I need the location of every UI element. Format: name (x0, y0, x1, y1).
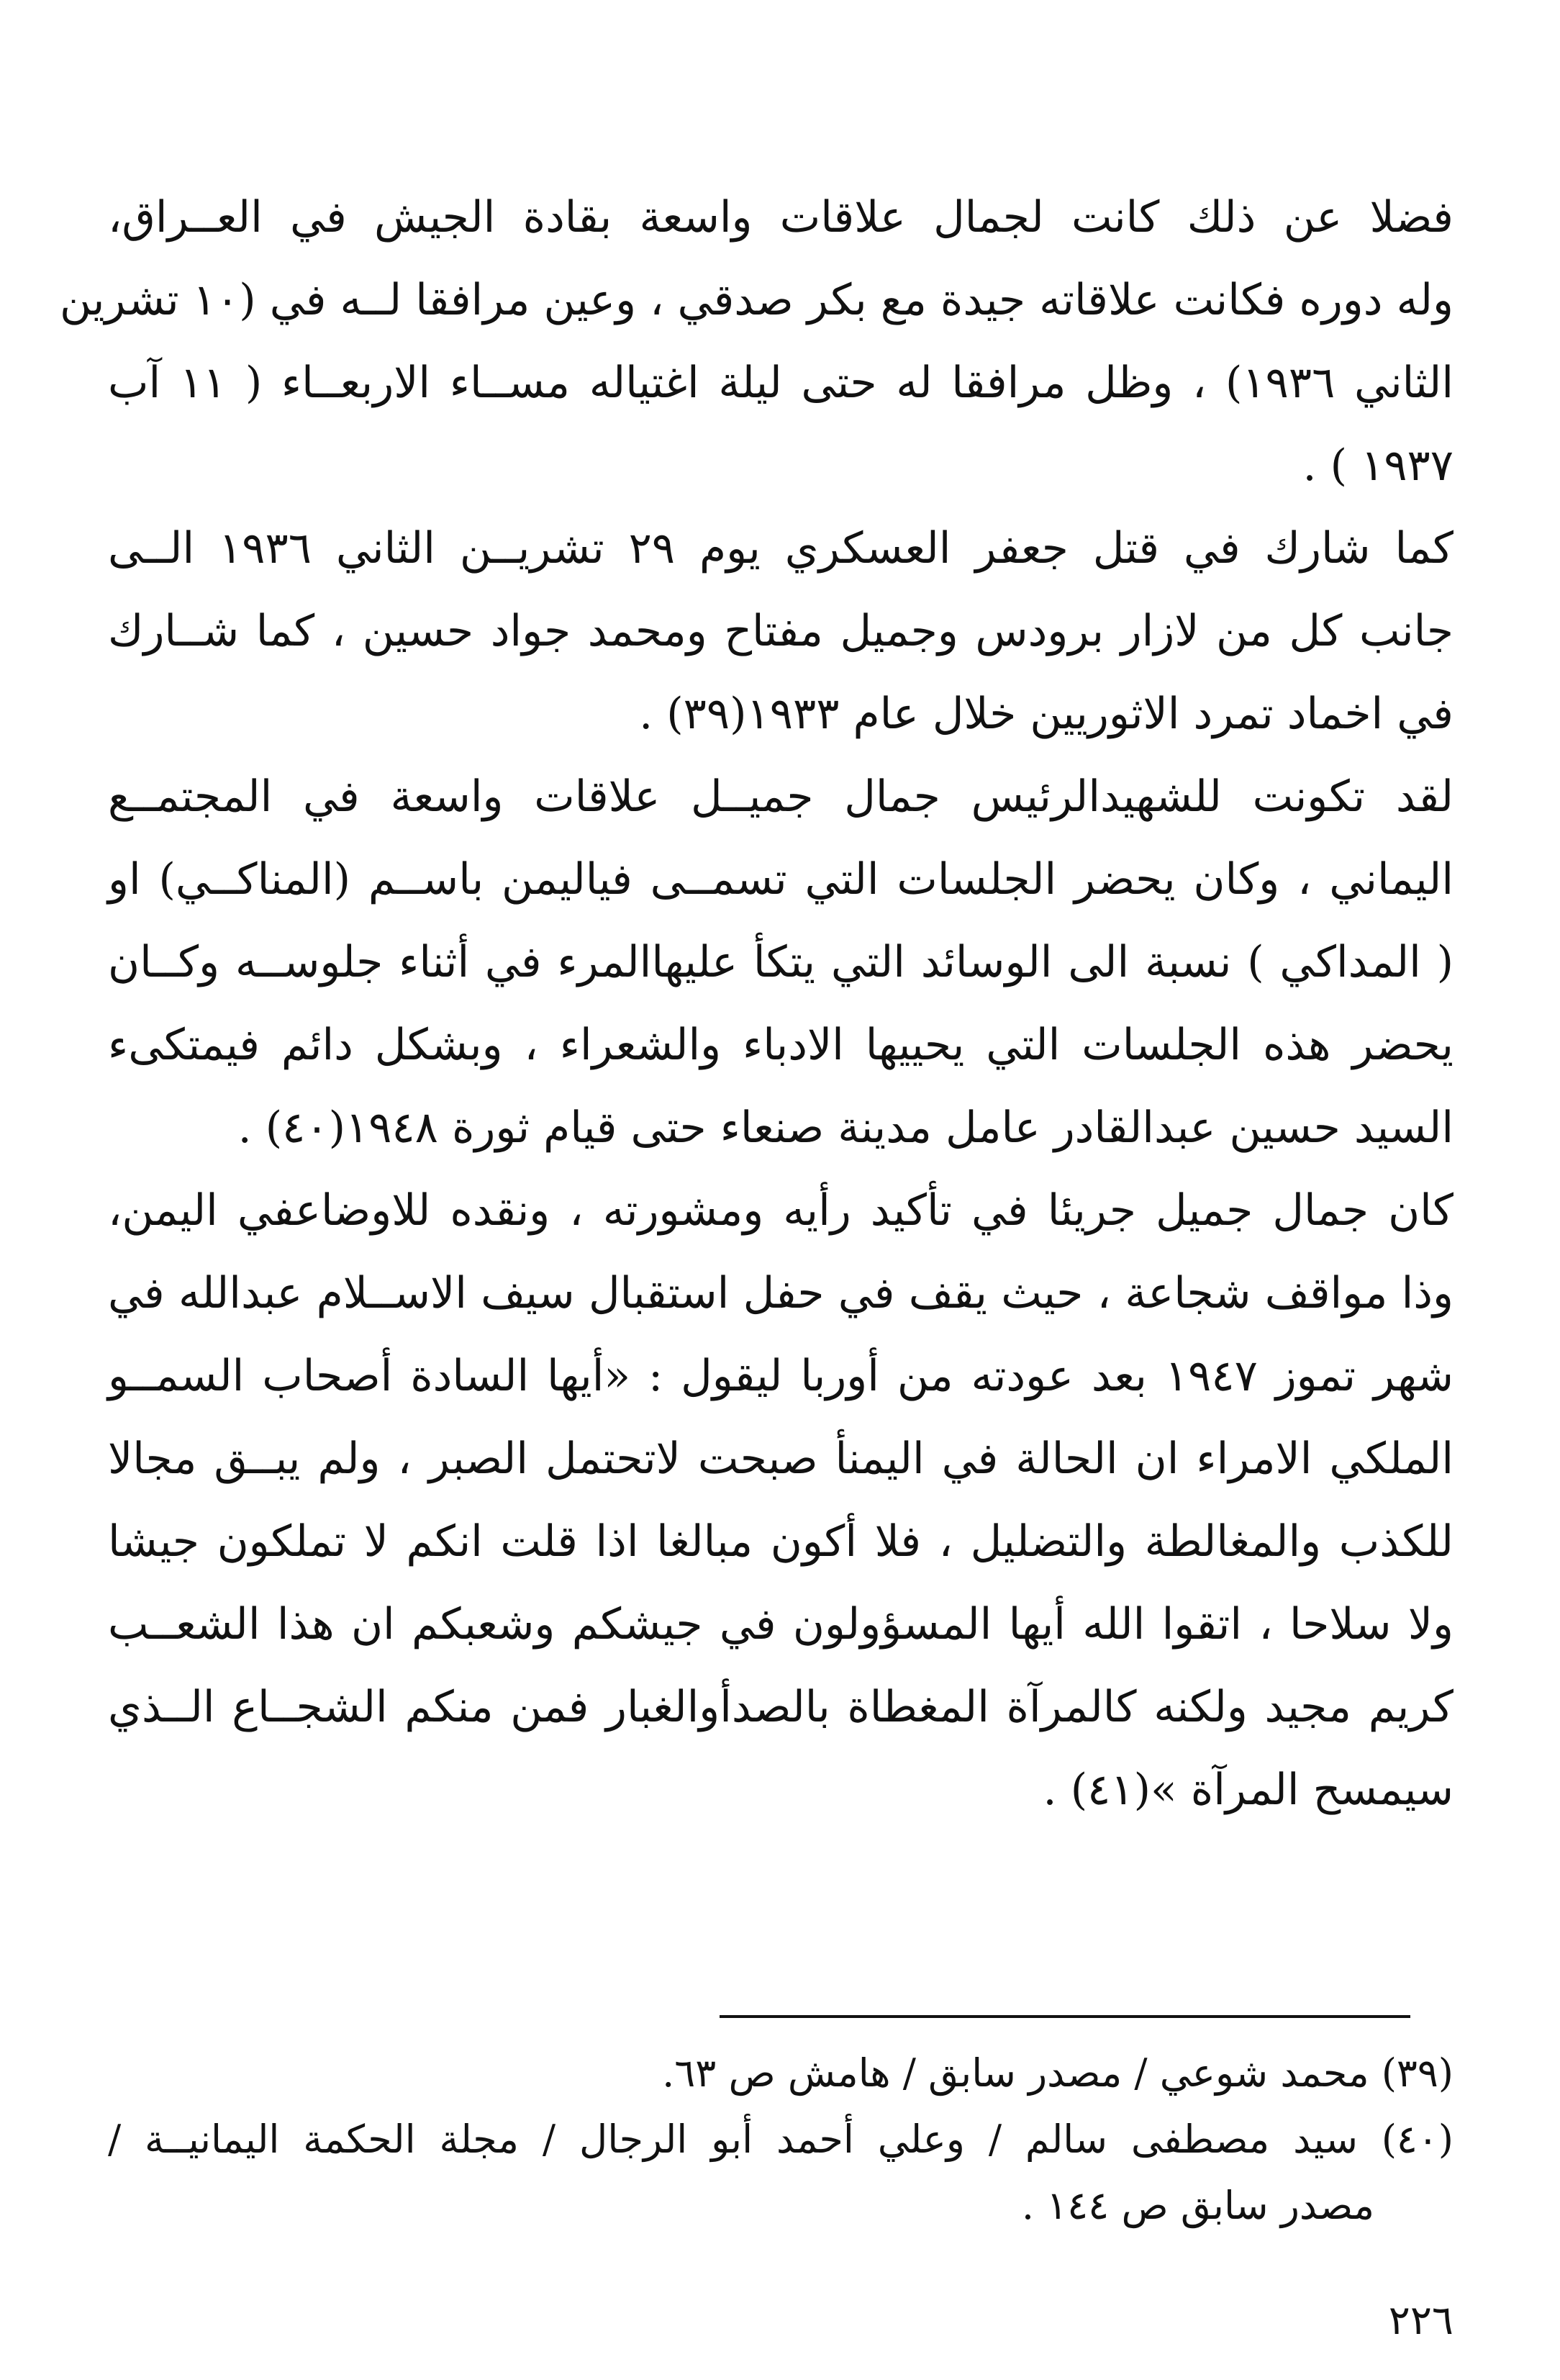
text-line: يحضر هذه الجلسات التي يحييها الادباء والشعراء ، وبشكل دائم فيمتكىء (108, 1020, 1454, 1070)
text-line: وله دوره فكانت علاقاته جيدة مع بكر صدقي ، وعين مرافقا لــه في (١٠ تشرين (60, 275, 1454, 325)
text-line: وذا مواقف شجاعة ، حيث يقف في حفل استقبال سيف الاســلام عبدالله في (108, 1268, 1454, 1318)
paragraph (108, 1169, 1454, 1832)
text-line: الثاني ١٩٣٦) ، وظل مرافقا له حتى ليلة اغتياله مســاء الاربعــاء ( ١١ آب (108, 358, 1454, 408)
page-number: ٢٢٦ (1388, 2297, 1454, 2344)
text-line: جانب كل من لازار برودس وجميل مفتاح ومحمد جواد حسين ، كما شــارك (108, 606, 1454, 656)
footnote-line: (٣٩) محمد شوعي / مصدر سابق / هامش ص ٦٣. (662, 2050, 1454, 2096)
body-text (60, 176, 1454, 1832)
footnote-line: مصدر سابق ص ١٤٤ . (1021, 2183, 1374, 2228)
footnote (108, 2040, 1454, 2107)
text-line: الملكي الامراء ان الحالة في اليمنأ صبحت لاتحتمل الصبر ، ولم يبــق مجالا (108, 1434, 1454, 1484)
text-line: فضلا عن ذلك كانت لجمال علاقات واسعة بقادة الجيش في العــراق، (108, 192, 1454, 243)
text-line: السيد حسين عبدالقادر عامل مدينة صنعاء حتى قيام ثورة ١٩٤٨(٤٠) . (237, 1103, 1454, 1153)
text-line: ولا سلاحا ، اتقوا الله أيها المسؤولون في جيشكم وشعبكم ان هذا الشعــب (108, 1599, 1454, 1650)
text-line: ( المداكي ) نسبة الى الوسائد التي يتكأ عليهاالمرء في أثناء جلوســه وكــان (108, 937, 1454, 987)
footnote (108, 2107, 1454, 2239)
text-line: ١٩٣٧ ) . (1302, 440, 1454, 491)
paragraph (108, 507, 1454, 756)
text-line: للكذب والمغالطة والتضليل ، فلا أكون مبالغا اذا قلت انكم لا تملكون جيشا (108, 1516, 1454, 1567)
footnotes (108, 2040, 1454, 2239)
text-line: كريم مجيد ولكنه كالمرآة المغطاة بالصدأوالغبار فمن منكم الشجــاع الــذي (108, 1682, 1454, 1732)
footnote-line: (٤٠) سيد مصطفى سالم / وعلي أحمد أبو الرجال / مجلة الحكمة اليمانيــة / (108, 2117, 1454, 2162)
text-line: كان جمال جميل جريئا في تأكيد رأيه ومشورته ، ونقده للاوضاعفي اليمن، (108, 1185, 1454, 1236)
footnote-divider (720, 2015, 1410, 2018)
text-line: لقد تكونت للشهيدالرئيس جمال جميــل علاقات واسعة في المجتمــع (108, 772, 1454, 822)
text-line: سيمسح المرآة »(٤١) . (1043, 1765, 1454, 1815)
paragraph (60, 176, 1454, 507)
text-line: في اخماد تمرد الاثوريين خلال عام ١٩٣٣(٣٩) . (639, 689, 1454, 739)
text-line: كما شارك في قتل جعفر العسكري يوم ٢٩ تشريــن الثاني ١٩٣٦ الــى (108, 523, 1454, 574)
text-line: شهر تموز ١٩٤٧ بعد عودته من أوربا ليقول : «أيها السادة أصحاب السمــو (108, 1351, 1454, 1401)
paragraph (108, 756, 1454, 1169)
text-line: اليماني ، وكان يحضر الجلسات التي تسمــى فياليمن باســم (المناكــي) او (108, 854, 1454, 905)
